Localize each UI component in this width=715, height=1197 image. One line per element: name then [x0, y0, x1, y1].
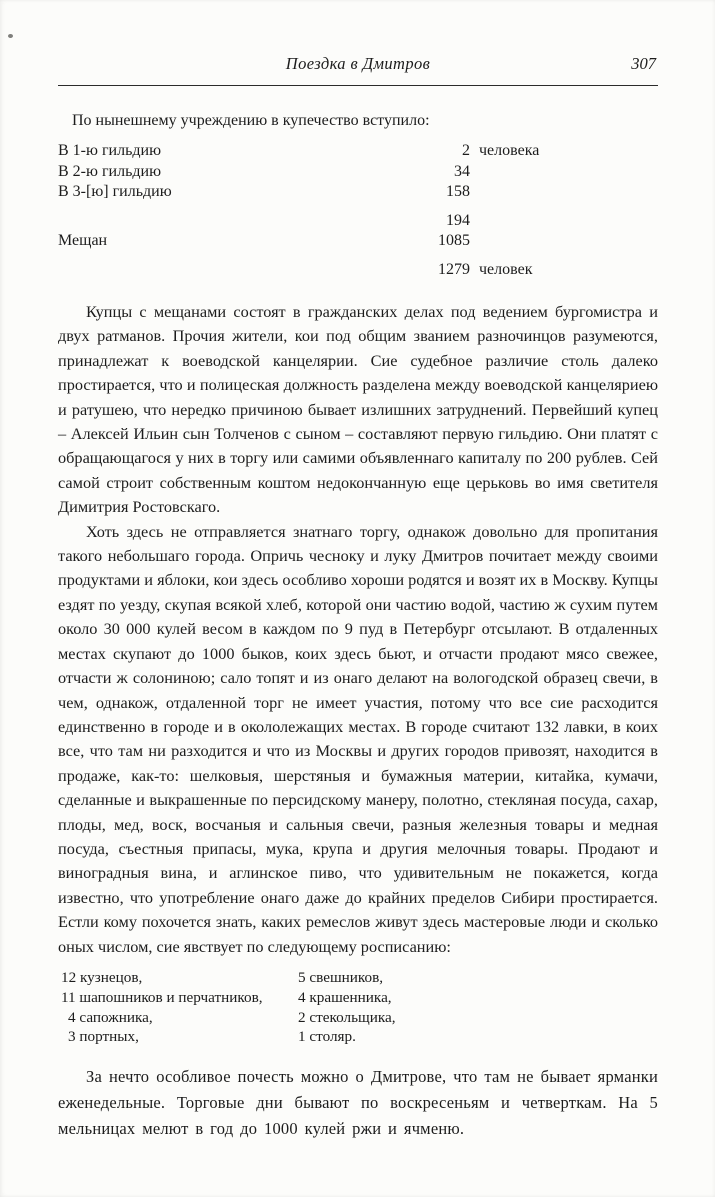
craft-item: 1 столяр. [298, 1028, 356, 1046]
craft-column-left [61, 968, 298, 1047]
guild-suffix: человек [479, 260, 533, 278]
guild-number: 1279 [438, 260, 470, 278]
scan-artifact [8, 34, 13, 38]
guild-number: 194 [446, 211, 470, 229]
guild-number: 34 [454, 162, 470, 180]
running-title: Поездка в Дмитров [285, 54, 431, 73]
page-body [58, 112, 658, 1142]
guild-number: 1085 [438, 232, 470, 249]
guild-number: 2 [462, 142, 470, 159]
guild-subtotal-row [58, 211, 658, 232]
paragraph-trade: Хоть здесь не отправляется знатнаго торгу, однакож довольно для пропитания такого небольшаго города. Опричь чесноку и луку Дмитров почитает между своими продуктами и яблоки, кои здесь особливо хороши родятся и возят их в Москву. Купцы ездят по уезду, скупая всякой хлеб, которой они частию водой, частию ж сухим путем около 30 000 кулей весом в каждом по 9 пуд в Петербург отсылают. В отдаленных местах скупают до 1000 быков, коих здесь бьют, и отчасти продают мясо свежее, отчасти ж солониною; сало топят и из онаго делают на вологодской образец свечи, в чем, однакож, отдаленной торг не имеет участия, потому что все сие расходится единственно в городе и в окололежащих местах. В городе считают 132 лавки, в коих все, что там ни разходится и что из Москвы и других городов привозят, находится в продаже, как-то: шелковыя, шерстяныя и бумажныя материи, китайка, кумачи, сделанные и выкрашенные по персидскому манеру, полотно, стекляная посуда, сахар, плоды, мед, воск, восчаныя и сальныя свечи, разныя железныя товары и медная посуда, съестныя припасы, мука, крупа и другия мелочныя товары. Продают и виноградныя вина, и аглинское пиво, что удивительным не покажется, когда известно, что употребление онаго даже до крайних пределов Сибири простирается. Естли кому похочется знать, каких ремеслов живут здесь мастеровые люди и сколько оных числом, сие явствует по следующему росписанию: [58, 521, 658, 956]
guild-table [58, 141, 658, 280]
guild-number: 158 [446, 183, 470, 200]
guild-row [58, 141, 658, 162]
page-header [58, 54, 658, 76]
craft-item: 12 кузнецов, [61, 968, 143, 986]
header-rule [58, 85, 658, 86]
craft-item: 5 свешников, [298, 968, 384, 986]
guild-label: Мещан [58, 232, 108, 249]
guild-suffix: человека [479, 142, 540, 159]
craft-item: 3 портных, [68, 1028, 139, 1046]
guild-row [58, 231, 658, 252]
guild-row [58, 162, 658, 183]
guild-label: В 1-ю гильдию [58, 142, 162, 159]
craft-list [61, 968, 658, 1047]
guild-row [58, 182, 658, 203]
craft-item: 4 крашенника, [298, 988, 392, 1006]
guild-label: В 2-ю гильдию [58, 162, 162, 180]
closing-paragraph: За нечто особливое почесть можно о Дмитрове, что там не бывает ярманки еженедельные. Торговые дни бывают по воскресеньям и четверткам. На 5 мельницах мелют в год до 1000 кулей ржи и ячменю. [58, 1067, 658, 1139]
page-number: 307 [631, 54, 656, 73]
craft-column-right [298, 968, 658, 1047]
craft-item: 4 сапожника, [68, 1008, 153, 1026]
paragraph-merchants: Купцы с мещанами состоят в гражданских делах под ведением бургомистра и двух ратманов. Прочия жители, кои под общим званием разночинцов разумеются, принадлежат к воеводской канцелярии. Сие судебное различие столь далеко простирается, что и полицеская должность разделена между воеводской канцеляриею и ратушею, что нередко причиною бывает излишних затруднений. Первейший купец – Алексей Ильин сын Толченов с сыном – составляют первую гильдию. Они платят с обращающагося у них в торгу или самими объявленнаго капиталу по 200 рублев. Сей самой строит собственным коштом недокончанную еще церьковь во имя светителя Димитрия Ростовскаго. [58, 302, 658, 517]
guild-total-row [58, 260, 658, 281]
intro-line: По нынешнему учреждению в купечество вступило: [72, 112, 430, 129]
guild-label: В 3-[ю] гильдию [58, 183, 172, 200]
craft-item: 2 стекольщика, [298, 1008, 396, 1026]
craft-item: 11 шапошников и перчатников, [61, 988, 263, 1006]
